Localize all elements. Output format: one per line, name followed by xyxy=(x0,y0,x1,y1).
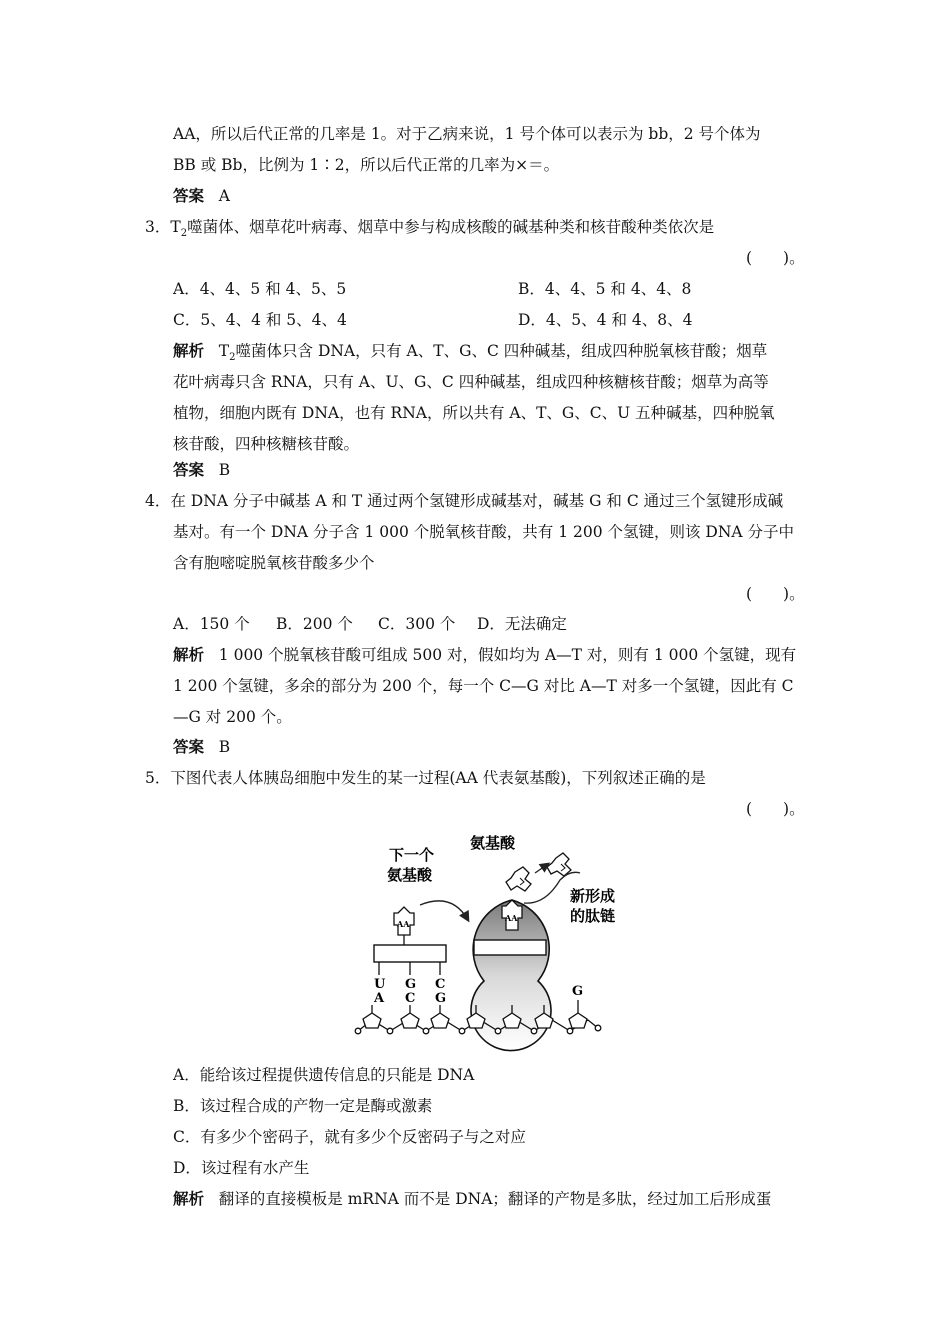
anticodon-u: U xyxy=(374,977,386,992)
q3-stem xyxy=(145,217,714,244)
ribosome-site xyxy=(474,940,546,955)
q5-analysis-text: 翻译的直接模板是 mRNA 而不是 DNA；翻译的产物是多肽，经过加工后形成蛋 xyxy=(218,1190,772,1208)
free-amino-acids xyxy=(506,853,571,891)
q3-stem-text: 噬菌体、烟草花叶病毒、烟草中参与构成核酸的碱基种类和核苷酸种类依次是 xyxy=(187,218,715,236)
q5-answer-bracket: ( )。 xyxy=(746,800,805,818)
q3-analysis-text: 噬菌体只含 DNA，只有 A、T、G、C 四种碱基，组成四种脱氧核苷酸；烟草 xyxy=(235,342,768,360)
q3-option-a: A．4、4、5 和 4、5、5 xyxy=(173,280,347,298)
q5-option-b: B．该过程合成的产物一定是酶或激素 xyxy=(173,1097,433,1115)
q3-answer xyxy=(173,460,230,480)
q5-option-d: D．该过程有水产生 xyxy=(173,1159,310,1177)
q3-analysis-line-1 xyxy=(173,341,767,368)
answer-value: A xyxy=(218,187,230,205)
prev-analysis-line-1: AA，所以后代正常的几率是 1。对于乙病来说，1 号个体可以表示为 bb，2 号个体为 xyxy=(173,125,761,143)
q4-option-a: A．150 个 xyxy=(173,615,250,633)
codon-a: A xyxy=(374,991,385,1006)
label-next-1: 下一个 xyxy=(389,846,435,864)
label-amino-acid: 氨基酸 xyxy=(470,834,516,852)
q4-number: 4． xyxy=(145,492,171,510)
anticodon-c: C xyxy=(435,977,446,992)
q4-option-d: D．无法确定 xyxy=(477,615,567,633)
q3-number: 3． xyxy=(145,218,171,236)
q3-stem-sub: 2 xyxy=(180,228,188,240)
q4-answer xyxy=(173,737,230,757)
q4-stem-line-1 xyxy=(145,491,783,511)
label-new-2: 的肽链 xyxy=(570,907,616,925)
q3-option-d: D．4、5、4 和 4、8、4 xyxy=(518,311,693,329)
q3-answer-bracket: ( )。 xyxy=(746,249,805,267)
codon-g: G xyxy=(435,991,447,1006)
q4-option-b: B．200 个 xyxy=(276,615,353,633)
translation-diagram xyxy=(350,826,616,1040)
q3-analysis-line-4: 核苷酸，四种核糖核苷酸。 xyxy=(173,435,360,453)
q4-analysis-line-2: 1 200 个氢键，多余的部分为 200 个，每一个 C—G 对比 A—T 对多一个氢键，因此有 C xyxy=(173,677,794,695)
move-arrow xyxy=(420,901,468,920)
label-next-2: 氨基酸 xyxy=(387,866,433,884)
q4-stem-text: 在 DNA 分子中碱基 A 和 T 通过两个氢键形成碱基对，碱基 G 和 C 通过三个氢键形成碱 xyxy=(170,492,784,510)
q4-stem-line-2: 基对。有一个 DNA 分子含 1 000 个脱氧核苷酸，共有 1 200 个氢键，则该 DNA 分子中 xyxy=(173,523,795,541)
prev-answer xyxy=(173,186,230,206)
analysis-label: 解析 xyxy=(173,342,205,360)
q5-option-a: A．能给该过程提供遗传信息的只能是 DNA xyxy=(173,1066,475,1084)
answer-label: 答案 xyxy=(173,187,205,205)
prev-analysis-line-2: BB 或 Bb，比例为 1∶2，所以后代正常的几率为×＝。 xyxy=(173,156,560,174)
answer-label: 答案 xyxy=(173,461,205,479)
answer-value: B xyxy=(218,461,231,479)
codon-c: C xyxy=(405,991,416,1006)
q5-number: 5． xyxy=(145,769,171,787)
q3-analysis-t: T xyxy=(218,342,230,360)
aa-tag-1: AA xyxy=(505,913,518,923)
q3-analysis-line-3: 植物，细胞内既有 DNA，也有 RNA，所以共有 A、T、G、C、U 五种碱基，四种脱氧 xyxy=(173,404,775,422)
q5-stem-text: 下图代表人体胰岛细胞中发生的某一过程(AA 代表氨基酸)，下列叙述正确的是 xyxy=(170,769,706,787)
anticodon-g: G xyxy=(405,977,417,992)
answer-label: 答案 xyxy=(173,738,205,756)
q5-analysis-line-1 xyxy=(173,1189,771,1209)
q4-analysis-line-1 xyxy=(173,645,796,665)
q4-answer-bracket: ( )。 xyxy=(746,585,805,603)
analysis-label: 解析 xyxy=(173,646,205,664)
trna xyxy=(374,907,446,975)
answer-value: B xyxy=(218,738,231,756)
q3-analysis-sub: 2 xyxy=(229,352,236,364)
aa-tag-2: AA xyxy=(397,919,410,929)
q5-option-c: C．有多少个密码子，就有多少个反密码子与之对应 xyxy=(173,1128,526,1146)
q3-analysis-line-2: 花叶病毒只含 RNA，只有 A、U、G、C 四种碱基，组成四种核糖核苷酸；烟草为高等 xyxy=(173,373,769,391)
q4-analysis-text: 1 000 个脱氧核苷酸可组成 500 对，假如均为 A—T 对，则有 1 000 个氢键，现有 xyxy=(218,646,797,664)
label-new-1: 新形成 xyxy=(570,887,616,905)
q3-option-b: B．4、4、5 和 4、4、8 xyxy=(518,280,692,298)
q4-option-c: C．300 个 xyxy=(378,615,456,633)
q4-analysis-line-3: —G 对 200 个。 xyxy=(173,708,292,726)
q5-stem xyxy=(145,768,706,788)
q3-option-c: C．5、4、4 和 5、4、4 xyxy=(173,311,347,329)
base-g: G xyxy=(572,984,584,999)
analysis-label: 解析 xyxy=(173,1190,205,1208)
q3-stem-t: T xyxy=(170,218,181,236)
q4-stem-line-3: 含有胞嘧啶脱氧核苷酸多少个 xyxy=(173,554,375,572)
